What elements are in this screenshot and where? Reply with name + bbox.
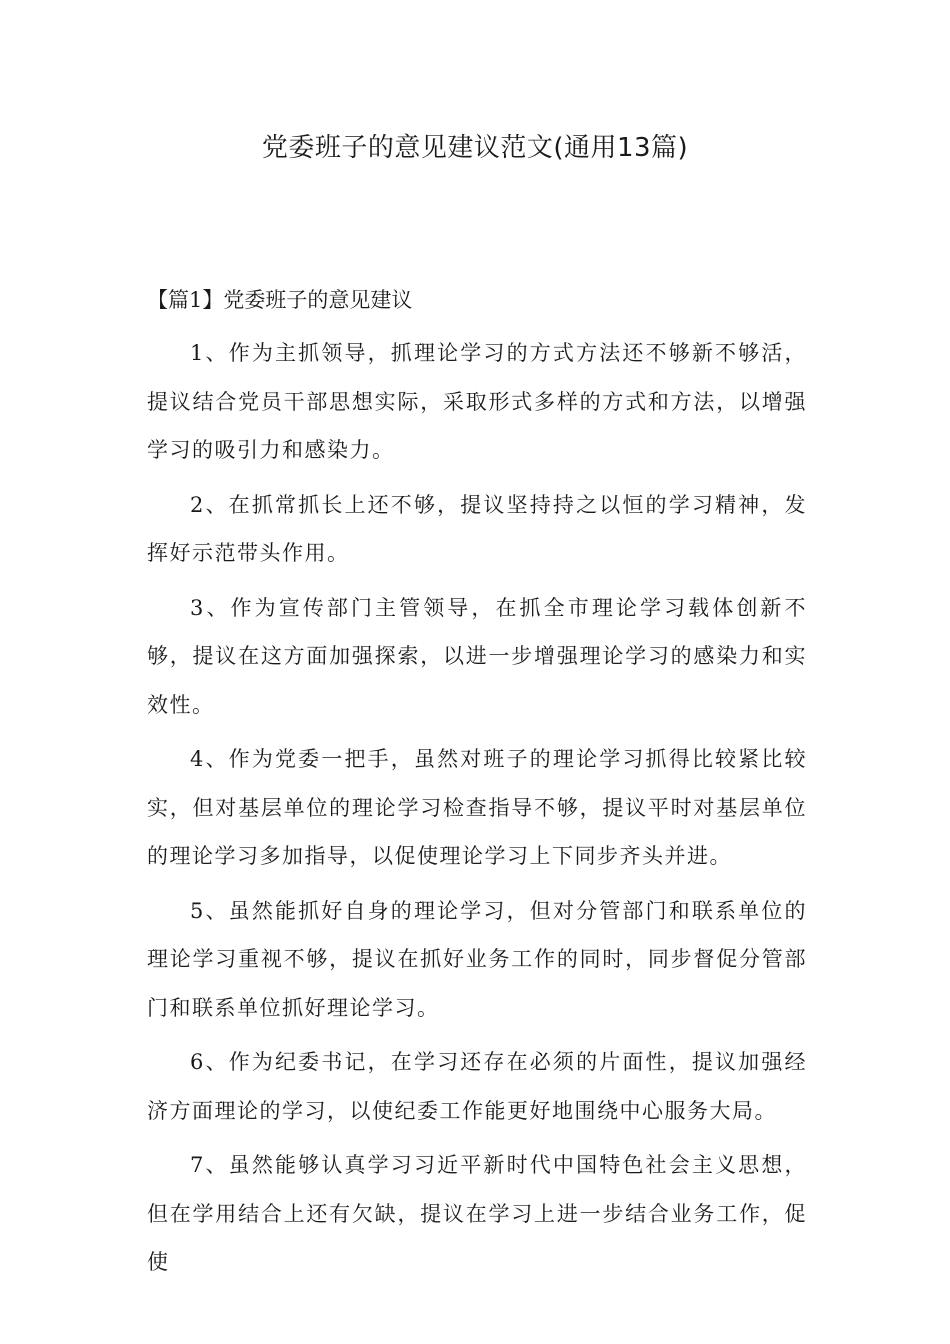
- paragraph-1: 1、作为主抓领导，抓理论学习的方式方法还不够新不够活，提议结合党员干部思想实际，采取形式多样的方式和方法，以增强学习的吸引力和感染力。: [147, 341, 807, 462]
- paragraph-2: 2、在抓常抓长上还不够，提议坚持持之以恒的学习精神，发挥好示范带头作用。: [147, 492, 807, 565]
- section-heading: 【篇1】党委班子的意见建议: [147, 288, 413, 312]
- paragraph-3: 3、作为宣传部门主管领导，在抓全市理论学习载体创新不够，提议在这方面加强探索，以进一步增强理论学习的感染力和实效性。: [147, 595, 807, 717]
- paragraph-6: 6、作为纪委书记，在学习还存在必须的片面性，提议加强经济方面理论的学习，以使纪委工作能更好地围绕中心服务大局。: [147, 1050, 807, 1123]
- document-title: 党委班子的意见建议范文(通用13篇): [261, 133, 689, 163]
- paragraph-7: 7、虽然能够认真学习习近平新时代中国特色社会主义思想，但在学用结合上还有欠缺，提议在学习上进一步结合业务工作，促使: [147, 1153, 807, 1274]
- paragraph-4: 4、作为党委一把手，虽然对班子的理论学习抓得比较紧比较实，但对基层单位的理论学习检查指导不够，提议平时对基层单位的理论学习多加指导，以促使理论学习上下同步齐头并进。: [147, 747, 807, 868]
- document-body: [147, 329, 807, 1293]
- paragraph-5: 5、虽然能抓好自身的理论学习，但对分管部门和联系单位的理论学习重视不够，提议在抓好业务工作的同时，同步督促分管部门和联系单位抓好理论学习。: [147, 898, 807, 1020]
